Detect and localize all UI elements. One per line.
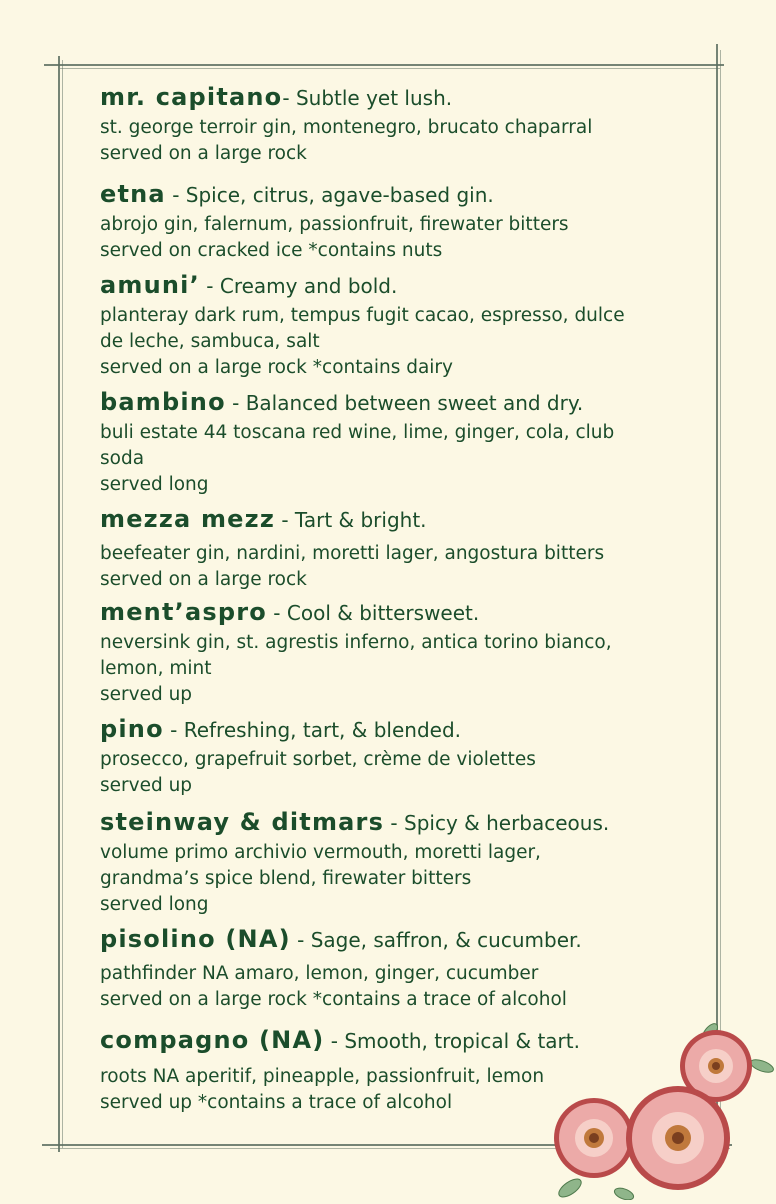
item-tagline: - Smooth, tropical & tart. [324, 1029, 580, 1053]
item-ingredients: de leche, sambuca, salt [100, 331, 320, 352]
item-tagline: - Subtle yet lush. [282, 86, 453, 110]
item-name: etna [100, 180, 166, 208]
item-serving: served on a large rock [100, 569, 307, 590]
item-name: mezza mezz [100, 505, 275, 533]
menu-item [100, 504, 700, 593]
item-ingredients: grandma’s spice blend, firewater bitters [100, 868, 472, 889]
item-tagline: - Spicy & herbaceous. [384, 811, 610, 835]
frame-right-line [720, 50, 721, 1140]
item-ingredients: beefeater gin, nardini, moretti lager, angostura bitters [100, 543, 605, 564]
item-tagline: - Sage, saffron, & cucumber. [290, 928, 582, 952]
menu-item [100, 179, 700, 264]
menu-item [100, 714, 700, 799]
item-ingredients: volume primo archivio vermouth, moretti lager, [100, 842, 541, 863]
frame-top-line [60, 68, 720, 69]
item-tagline: - Spice, citrus, agave-based gin. [165, 183, 494, 207]
menu-item [100, 387, 700, 498]
item-ingredients: buli estate 44 toscana red wine, lime, ginger, cola, club [100, 422, 615, 443]
item-name: amuni’ [100, 271, 200, 299]
menu-item [100, 924, 700, 1013]
item-serving: served long [100, 474, 209, 495]
menu-item [100, 807, 700, 918]
item-ingredients: planteray dark rum, tempus fugit cacao, espresso, dulce [100, 305, 625, 326]
item-ingredients: abrojo gin, falernum, passionfruit, firewater bitters [100, 214, 569, 235]
menu-item [100, 270, 700, 381]
item-name: compagno (NA) [100, 1026, 325, 1054]
item-name: pino [100, 715, 164, 743]
item-name: ment’aspro [100, 598, 267, 626]
item-serving: served up *contains a trace of alcohol [100, 1092, 453, 1113]
cocktail-menu [100, 82, 700, 1116]
flower-cluster-icon [548, 1012, 776, 1200]
item-tagline: - Tart & bright. [275, 508, 427, 532]
item-ingredients: roots NA aperitif, pineapple, passionfruit, lemon [100, 1066, 545, 1087]
item-tagline: - Creamy and bold. [199, 274, 398, 298]
item-tagline: - Balanced between sweet and dry. [225, 391, 584, 415]
item-name: mr. capitano [100, 83, 283, 111]
item-serving: served on a large rock *contains a trace of alcohol [100, 989, 567, 1010]
item-serving: served up [100, 775, 193, 796]
item-serving: served up [100, 684, 193, 705]
item-serving: served on a large rock *contains dairy [100, 357, 453, 378]
frame-right-line [716, 44, 718, 1152]
item-serving: served on cracked ice *contains nuts [100, 240, 443, 261]
frame-left-line [58, 56, 60, 1152]
item-serving: served long [100, 894, 209, 915]
item-ingredients: prosecco, grapefruit sorbet, crème de violettes [100, 749, 536, 770]
item-ingredients: neversink gin, st. agrestis inferno, antica torino bianco, [100, 632, 612, 653]
menu-item [100, 597, 700, 708]
menu-item [100, 82, 700, 167]
item-tagline: - Refreshing, tart, & blended. [163, 718, 461, 742]
item-tagline: - Cool & bittersweet. [266, 601, 480, 625]
item-name: steinway & ditmars [100, 808, 385, 836]
item-ingredients: lemon, mint [100, 658, 212, 679]
item-name: pisolino (NA) [100, 925, 291, 953]
frame-left-line [62, 60, 63, 1148]
item-ingredients: soda [100, 448, 145, 469]
item-ingredients: pathfinder NA amaro, lemon, ginger, cucumber [100, 963, 539, 984]
item-ingredients: st. george terroir gin, montenegro, brucato chaparral [100, 117, 593, 138]
item-serving: served on a large rock [100, 143, 307, 164]
frame-top-line [44, 64, 724, 66]
item-name: bambino [100, 388, 226, 416]
